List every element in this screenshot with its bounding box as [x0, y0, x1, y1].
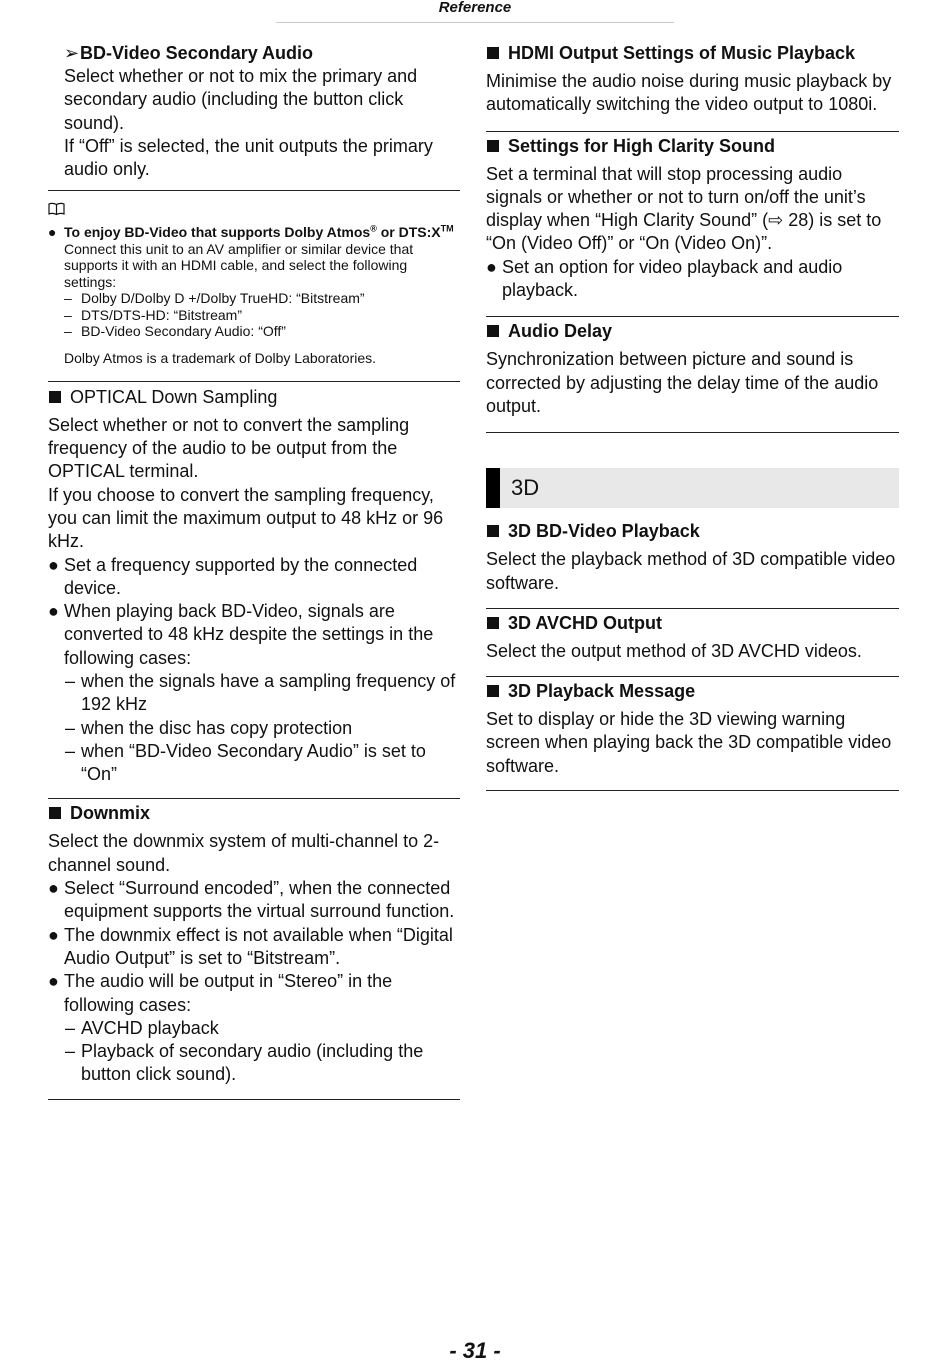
note-box	[48, 202, 460, 366]
section-banner-3d	[486, 468, 899, 508]
list-item: ● The audio will be output in “Stereo” in the following cases:	[48, 971, 393, 1015]
paragraph: Minimise the audio noise during music playback by automatically switching the video output to 1080i.	[486, 71, 892, 115]
square-bullet-icon	[487, 47, 499, 59]
list-item: – Dolby D/Dolby D +/Dolby TrueHD: “Bitstream”	[64, 290, 365, 307]
paragraph: Select the downmix system of multi-channel to 2-channel sound.	[48, 831, 440, 875]
hdmi-output-section	[486, 42, 899, 117]
3d-bdvideo-title: 3D BD-Video Playback	[486, 520, 899, 543]
paragraph: Synchronization between picture and sound is corrected by adjusting the delay time of the audio output.	[486, 349, 879, 416]
3d-bdvideo-section	[486, 520, 899, 595]
section-divider	[48, 190, 460, 191]
header-divider	[276, 22, 674, 23]
section-divider	[48, 381, 460, 382]
list-item: – when the signals have a sampling frequency of 192 kHz	[65, 671, 456, 715]
page-reference-icon: ⇨	[768, 210, 784, 231]
audio-delay-section	[486, 320, 899, 418]
downmix-title: Downmix	[48, 802, 460, 825]
list-item: – DTS/DTS-HD: “Bitstream”	[64, 306, 242, 323]
hdmi-output-title: HDMI Output Settings of Music Playback	[486, 42, 899, 65]
arrow-icon: ➢	[64, 43, 80, 63]
section-divider	[48, 798, 460, 799]
section-divider	[486, 608, 899, 609]
square-bullet-icon	[487, 525, 499, 537]
high-clarity-title: Settings for High Clarity Sound	[486, 135, 899, 158]
bdvideo-secondary-audio-section	[48, 42, 460, 181]
section-divider	[48, 1099, 460, 1100]
square-bullet-icon	[49, 807, 61, 819]
banner-bar	[486, 468, 500, 508]
list-item: – BD-Video Secondary Audio: “Off”	[64, 322, 286, 339]
trademark-note: Dolby Atmos is a trademark of Dolby Laboratories.	[64, 350, 377, 367]
list-item: ● The downmix effect is not available when “Digital Audio Output” is set to “Bitstream”.	[48, 924, 453, 968]
paragraph: If “Off” is selected, the unit outputs the primary audio only.	[64, 135, 433, 180]
paragraph: Select the playback method of 3D compatible video software.	[486, 549, 896, 593]
list-item: – when the disc has copy protection	[65, 717, 353, 738]
square-bullet-icon	[49, 391, 61, 403]
3d-avchd-title: 3D AVCHD Output	[486, 612, 899, 635]
optical-down-sampling-section	[48, 386, 460, 787]
square-bullet-icon	[487, 140, 499, 152]
paragraph: Select whether or not to convert the sampling frequency of the audio to be output from the OPTICAL terminal.	[48, 414, 410, 482]
list-item: – AVCHD playback	[65, 1017, 219, 1038]
audio-delay-title: Audio Delay	[486, 320, 899, 343]
section-divider	[486, 316, 899, 317]
header-title: Reference	[438, 0, 512, 16]
section-divider	[486, 790, 899, 791]
downmix-section	[48, 802, 460, 1086]
right-column	[486, 42, 899, 791]
list-item: – Playback of secondary audio (including the button click sound).	[65, 1041, 424, 1085]
section-divider	[486, 676, 899, 677]
banner-title: 3D	[511, 475, 540, 501]
paragraph: Select whether or not to mix the primary and secondary audio (including the button click sound).	[64, 66, 418, 133]
square-bullet-icon	[487, 617, 499, 629]
left-column	[48, 42, 460, 1100]
list-item: ● Set an option for video playback and audio playback.	[486, 256, 843, 301]
page-header	[0, 0, 950, 16]
book-icon	[48, 202, 460, 220]
square-bullet-icon	[487, 325, 499, 337]
3d-avchd-section	[486, 612, 899, 663]
section-divider	[486, 131, 899, 132]
paragraph: Set to display or hide the 3D viewing warning screen when playing back the 3D compatible video software.	[486, 709, 892, 776]
section-divider	[486, 432, 899, 433]
list-item: ● Set a frequency supported by the connected device.	[48, 554, 418, 598]
square-bullet-icon	[487, 685, 499, 697]
3d-message-title: 3D Playback Message	[486, 680, 899, 703]
note-heading: ● To enjoy BD-Video that supports Dolby Atmos® or DTS:X™	[48, 223, 454, 241]
optical-down-sampling-title: OPTICAL Down Sampling	[48, 386, 460, 409]
page-number: - 31 -	[449, 1338, 501, 1363]
3d-message-section	[486, 680, 899, 778]
list-item: ● When playing back BD-Video, signals are converted to 48 kHz despite the settings in the following cases:	[48, 601, 434, 668]
paragraph: Select the output method of 3D AVCHD videos.	[486, 640, 862, 661]
bdvideo-secondary-audio-title: ➢ BD-Video Secondary Audio	[64, 43, 314, 63]
list-item: – when “BD-Video Secondary Audio” is set to “On”	[65, 740, 426, 785]
paragraph: Set a terminal that will stop processing audio signals or whether or not to turn on/off the unit’s display when “High Clarity Sound” (⇨ 28) is set to “On (Video Off)” or “On (Video On)”.	[486, 163, 882, 254]
list-item: ● Select “Surround encoded”, when the connected equipment supports the virtual surround function.	[48, 878, 455, 922]
paragraph: If you choose to convert the sampling frequency, you can limit the maximum output to 48 kHz or 96 kHz.	[48, 484, 444, 552]
high-clarity-section	[486, 135, 899, 303]
note-body: Connect this unit to an AV amplifier or similar device that supports it with an HDMI cable, and select the following settings:	[64, 240, 414, 290]
